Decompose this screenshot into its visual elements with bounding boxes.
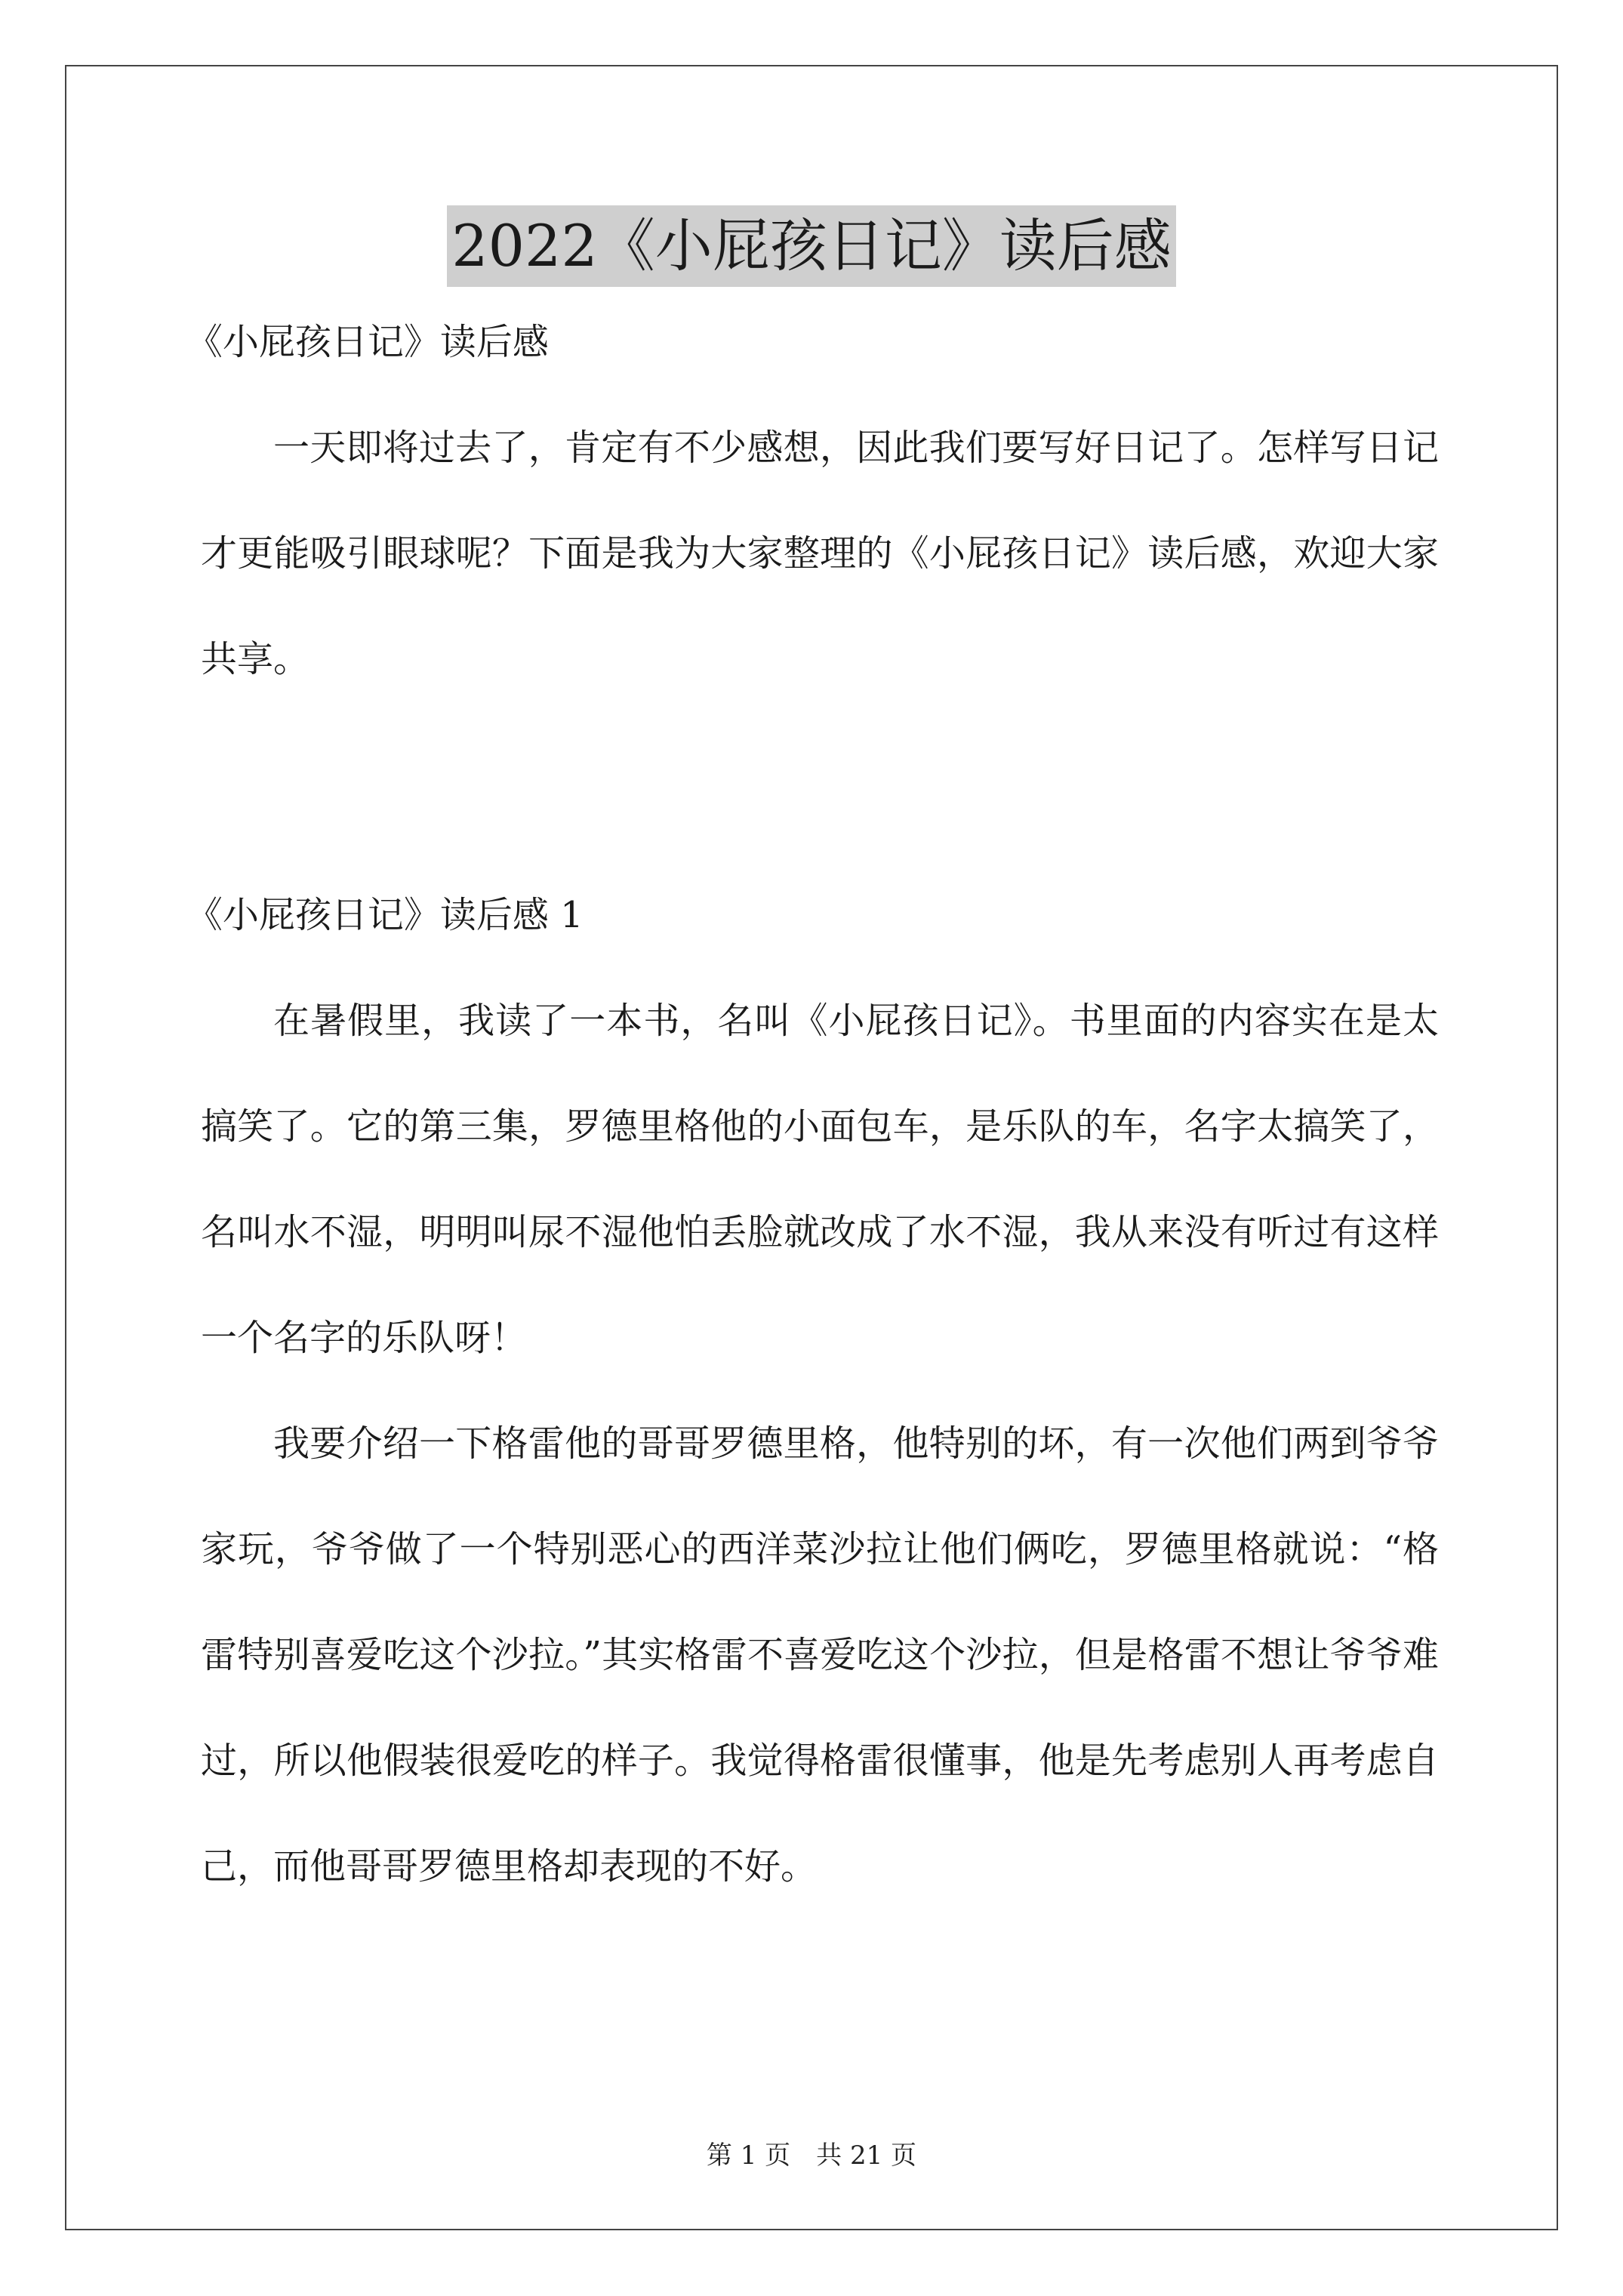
document-title: 2022《小屁孩日记》读后感 [447, 205, 1175, 287]
section-1-paragraph-2: 我要介绍一下格雷他的哥哥罗德里格，他特别的坏，有一次他们两到爷爷家玩，爷爷做了一个特别恶心的西洋菜沙拉让他们俩吃，罗德里格就说：“格雷特别喜爱吃这个沙拉。”其实格雷不喜爱吃这个沙拉，但是格雷不想让爷爷难过，所以他假装很爱吃的样子。我觉得格雷很懂事，他是先考虑别人再考虑自己，而他哥哥罗德里格却表现的不好。 [201, 1422, 1439, 1888]
intro-section [186, 289, 1439, 712]
page-footer: 第 1 页 共 21 页 [706, 2140, 917, 2171]
title-container [0, 205, 1623, 287]
section-1-heading: 《小屁孩日记》读后感 1 [186, 894, 584, 936]
intro-paragraph: 一天即将过去了，肯定有不少感想，因此我们要写好日记了。怎样写日记才更能吸引眼球呢？下面是我为大家整理的《小屁孩日记》读后感，欢迎大家共享。 [201, 427, 1439, 680]
section-1 [186, 862, 1439, 1919]
section-1-paragraph-1: 在暑假里，我读了一本书，名叫《小屁孩日记》。书里面的内容实在是太搞笑了。它的第三集，罗德里格他的小面包车，是乐队的车，名字太搞笑了，名叫水不湿，明明叫尿不湿他怕丢脸就改成了水不湿，我从来没有听过有这样一个名字的乐队呀！ [201, 1000, 1439, 1359]
intro-heading: 《小屁孩日记》读后感 [186, 321, 549, 363]
